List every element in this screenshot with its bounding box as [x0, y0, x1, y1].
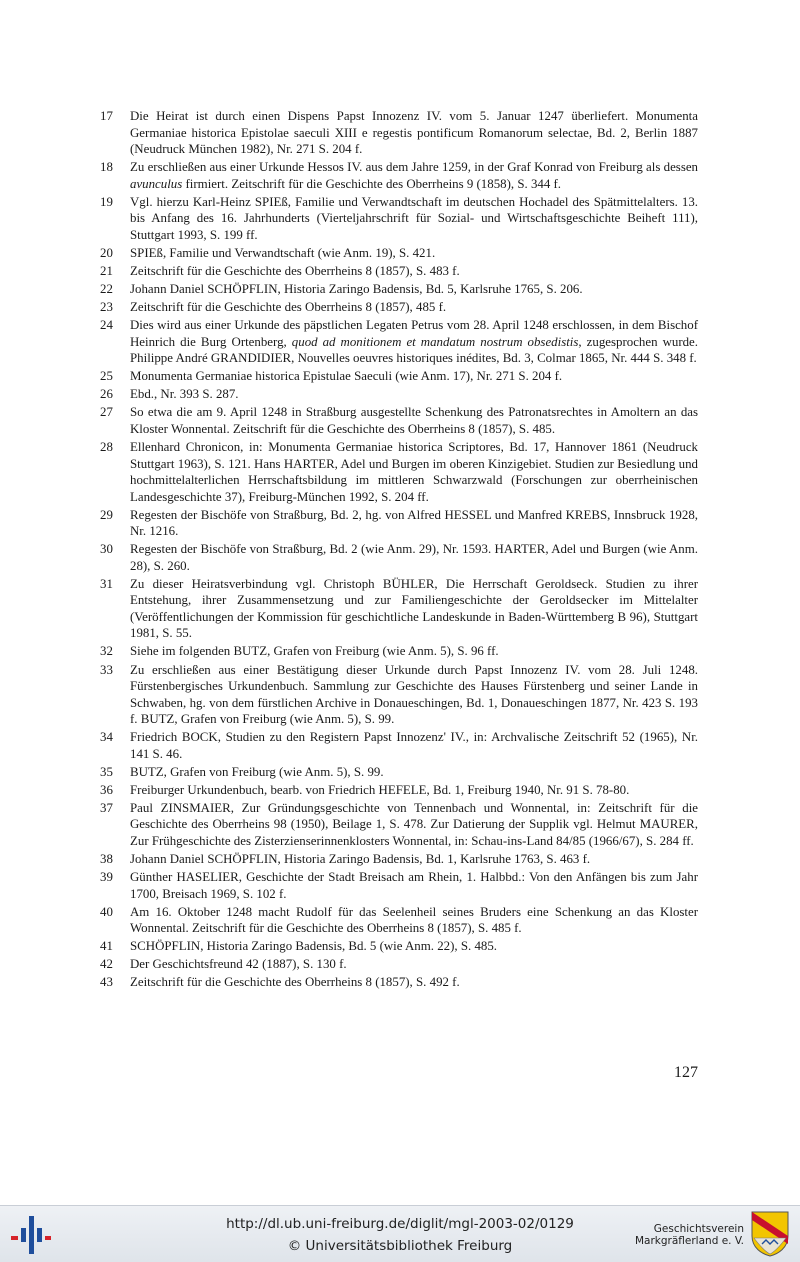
footnote [100, 245, 698, 262]
footnote-text: Monumenta Germaniae historica Epistulae Saeculi (wie Anm. 17), Nr. 271 S. 204 f. [130, 369, 563, 384]
footnote-text: Günther HASELIER, Geschichte der Stadt Breisach am Rhein, 1. Halbbd.: Von den Anfängen bis zum Jahr 1700, Breisach 1969, S. 102 f. [130, 870, 698, 901]
copyright-notice: © Universitätsbibliothek Freiburg [287, 1238, 513, 1254]
footnote [100, 904, 698, 937]
footnote [100, 662, 698, 728]
footnote [100, 159, 698, 192]
footnote-number: 37 [100, 800, 113, 815]
footnote-number: 22 [100, 281, 113, 296]
footnote-text-part: firmiert. Zeitschrift für die Geschichte des Oberrheins 9 (1858), S. 344 f. [182, 176, 562, 191]
footnote-number: 26 [100, 387, 113, 402]
footnote-text: Regesten der Bischöfe von Straßburg, Bd. 2 (wie Anm. 29), Nr. 1593. HARTER, Adel und Burgen (wie Anm. 28), S. 260. [130, 542, 698, 573]
footnote-text: Vgl. hierzu Karl-Heinz SPIEß, Familie und Verwandtschaft im deutschen Hochadel des Spätmittelalters. 13. bis Anfang des 16. Jahrhunderts (Vierteljahrschrift für Sozial- und Wirtschaftsgeschichte Beiheft 111), Stuttgart 1993, S. 199 ff. [130, 194, 698, 242]
footnote [100, 404, 698, 437]
footnote-number: 36 [100, 782, 113, 797]
footnote-number: 27 [100, 405, 113, 420]
society-name[interactable] [612, 1223, 744, 1247]
society-name-line-1: Geschichtsverein [653, 1223, 744, 1235]
footnote [100, 507, 698, 540]
footnote-text: Regesten der Bischöfe von Straßburg, Bd. 2, hg. von Alfred HESSEL und Manfred KREBS, Innsbruck 1928, Nr. 1216. [130, 507, 698, 539]
footnote-number: 19 [100, 194, 113, 209]
footnote-text-part: Zu erschließen aus einer Urkunde Hessos IV. aus dem Jahre 1259, in der Graf Konrad von Freiburg als dessen [130, 160, 698, 175]
footnote [100, 729, 698, 762]
footnote-number: 40 [100, 904, 113, 919]
footnote [100, 956, 698, 973]
footnote-number: 32 [100, 644, 113, 659]
footnote-number: 35 [100, 764, 113, 779]
footnote-text: Zu erschließen aus einer Bestätigung dieser Urkunde durch Papst Innozenz IV. vom 28. Juli 1248. Fürstenbergisches Urkundenbuch. Sammlung zur Geschichte des Hauses Fürstenberg und seiner Lande in Schwaben, hg. von dem fürstlichen Archive in Donaueschingen, Bd. 1, Donaueschingen 1877, Nr. 423 S. 193 f. BUTZ, Grafen von Freiburg (wie Anm. 5), S. 99. [130, 662, 698, 726]
footnote-text: Siehe im folgenden BUTZ, Grafen von Freiburg (wie Anm. 5), S. 96 ff. [130, 644, 499, 659]
footnote-number: 17 [100, 109, 113, 123]
footnote-text: Freiburger Urkundenbuch, bearb. von Friedrich HEFELE, Bd. 1, Freiburg 1940, Nr. 91 S. 78-80. [130, 782, 630, 797]
footnote-number: 33 [100, 662, 113, 677]
footnote [100, 851, 698, 868]
footnote-number: 23 [100, 300, 113, 315]
footnote [100, 386, 698, 403]
footnote [100, 299, 698, 316]
footnote-text [130, 318, 698, 365]
footnote-number: 43 [100, 975, 113, 990]
footnote-text: SPIEß, Familie und Verwandtschaft (wie Anm. 19), S. 421. [130, 245, 436, 260]
footnote-text-part: Dies wird aus einer Urkunde des päpstlichen Legaten Petrus vom 28. April 1248 erschlossen, in dem Bischof Heinrich die Burg Ortenberg, [130, 318, 698, 349]
footnote-number: 28 [100, 440, 113, 455]
footnote-text: Johann Daniel SCHÖPFLIN, Historia Zaringo Badensis, Bd. 5, Karlsruhe 1765, S. 206. [130, 281, 583, 296]
footnote [100, 368, 698, 385]
footnote-italic-quote: quod ad monitionem et mandatum nostrum obsedistis [291, 334, 579, 349]
footnote [100, 576, 698, 642]
footnote-number: 30 [100, 542, 113, 557]
footnote [100, 317, 698, 367]
footnote [100, 800, 698, 850]
footnote-list [100, 108, 698, 993]
footnote-text: BUTZ, Grafen von Freiburg (wie Anm. 5), S. 99. [130, 764, 384, 779]
footnote-number: 18 [100, 160, 113, 175]
coat-of-arms-icon[interactable] [750, 1210, 790, 1258]
footnote [100, 938, 698, 955]
footnote-number: 34 [100, 730, 113, 745]
footnote-text: Ellenhard Chronicon, in: Monumenta Germaniae historica Scriptores, Bd. 17, Hannover 1861 (Neudruck Stuttgart 1963), S. 121. Hans HARTER, Adel und Burgen im oberen Kinzigebiet. Studien zur Besiedlung und hochmittelalterlichen Herrschaftsbildung im mittleren Schwarzwald (Forschungen zur oberrheinischen Landesgeschichte 37), Freiburg-München 1992, S. 204 ff. [130, 440, 698, 504]
footnote [100, 281, 698, 298]
footnote-number: 42 [100, 957, 113, 972]
page-number: 127 [674, 1064, 698, 1081]
footnote-text-part: , zugesprochen wurde. Philippe André GRANDIDIER, Nouvelles oeuvres historiques inédites, Bd. 3, Colmar 1865, Nr. 444 S. 348 f. [130, 334, 699, 366]
footnote-text: Der Geschichtsfreund 42 (1887), S. 130 f. [130, 957, 347, 972]
footnote-text: Zu dieser Heiratsverbindung vgl. Christoph BÜHLER, Die Herrschaft Geroldseck. Studien zu ihrer Entstehung, ihrer Zusammensetzung und zur Familiengeschichte der Geroldsecker im Mittelalter (Veröffentlichungen der Kommission für geschichtliche Landeskunde in Baden-Württemberg B 96), Stuttgart 1981, S. 55. [130, 576, 698, 641]
document-url[interactable]: http://dl.ub.uni-freiburg.de/diglit/mgl-2003-02/0129 [226, 1216, 574, 1232]
footnote-text: Zeitschrift für die Geschichte des Oberrheins 8 (1857), S. 483 f. [130, 263, 460, 278]
footnote [100, 108, 698, 158]
footnote-number: 29 [100, 507, 113, 522]
viewer-footer [0, 1205, 800, 1262]
footnote-number: 31 [100, 576, 113, 591]
footnote-number: 21 [100, 263, 113, 278]
footnote [100, 439, 698, 505]
footnote [100, 541, 698, 574]
footnote [100, 643, 698, 660]
footnote-text [130, 160, 698, 191]
footnote-text: Die Heirat ist durch einen Dispens Papst Innozenz IV. vom 5. Januar 1247 überliefert. Monumenta Germaniae historica Epistolae saeculi XIII e regestis pontificum Romanorum selectae, Bd. 2, Berlin 1887 (Neudruck München 1982), Nr. 271 S. 204 f. [130, 109, 698, 156]
footnote-text: Zeitschrift für die Geschichte des Oberrheins 8 (1857), 485 f. [130, 300, 447, 315]
footnote-italic-quote: avunculus [130, 176, 183, 191]
footnote-text: Johann Daniel SCHÖPFLIN, Historia Zaringo Badensis, Bd. 1, Karlsruhe 1763, S. 463 f. [130, 851, 591, 866]
footnote-number: 24 [100, 318, 113, 333]
footnote-number: 20 [100, 245, 113, 260]
society-name-line-2: Markgräflerland e. V. [634, 1235, 744, 1247]
footnote-text: Am 16. Oktober 1248 macht Rudolf für das Seelenheil seines Bruders eine Schenkung an das Kloster Wonnental. Zeitschrift für die Geschichte des Oberrheins 8 (1857), S. 485 f. [130, 904, 698, 936]
footnote [100, 782, 698, 799]
footnote [100, 869, 698, 902]
footnote-number: 25 [100, 369, 113, 384]
footnote-text: Zeitschrift für die Geschichte des Oberrheins 8 (1857), S. 492 f. [130, 975, 460, 990]
footnote-text: Ebd., Nr. 393 S. 287. [130, 387, 239, 402]
footnote-text: Paul ZINSMAIER, Zur Gründungsgeschichte von Tennenbach und Wonnental, in: Zeitschrift für die Geschichte des Oberrheins 98 (1950), Beilage 1, S. 478. Zur Datierung der Supplik vgl. Helmut MAURER, Zur Frühgeschichte des Zisterzienserinnenklosters Wonnental, in: Schau-ins-Land 84/85 (1966/67), S. 284 ff. [130, 800, 698, 848]
footnote-number: 41 [100, 939, 113, 954]
footnote-text: So etwa die am 9. April 1248 in Straßburg ausgestellte Schenkung des Patronatsrechtes in Amoltern an das Kloster Wonnental. Zeitschrift für die Geschichte des Oberrheins 8 (1857), S. 485. [130, 405, 698, 436]
footnote [100, 974, 698, 991]
footnote [100, 263, 698, 280]
footnote-text: Friedrich BOCK, Studien zu den Registern Papst Innozenz' IV., in: Archvalische Zeitschrift 52 (1965), Nr. 141 S. 46. [130, 730, 698, 761]
footnote-number: 39 [100, 870, 113, 885]
ub-freiburg-logo-icon[interactable] [10, 1214, 52, 1256]
footnote-number: 38 [100, 851, 113, 866]
footnote [100, 764, 698, 781]
footnote-text: SCHÖPFLIN, Historia Zaringo Badensis, Bd. 5 (wie Anm. 22), S. 485. [130, 939, 498, 954]
footnote [100, 194, 698, 244]
